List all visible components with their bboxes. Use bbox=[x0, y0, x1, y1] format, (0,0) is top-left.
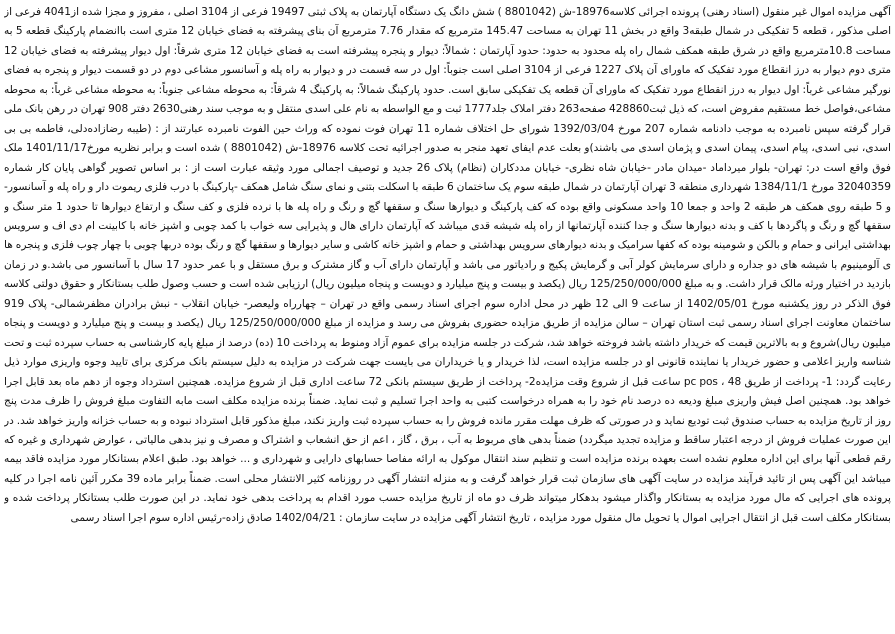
auction-notice-text: آگهی مزایده اموال غیر منقول (اسناد رهنی) پرونده اجرائی کلاسه18976-ش (8801042 ) شش دانگ یک دستگاه آپارتمان به پلاک ثبتی 19497 فرعی از 3104 اصلی ، مفروز و مجزا شده از4041 فرعی از اصلی مذکور ، قطعه 5 تفکیکی در شمال طبقه3 واقع در بخش 11 تهران به مساحت 145.47 مترمربع که مقدار 7.76 مترمربع آن بناى پیشرفته به فضاى خیابان 12 مترى است باانضمام پارکینگ قطعه 5 به مساحت 10.8مترمربع واقع در شرق طبقه همکف شمال راه پله محدود به حدود: حدود آپارتمان : شمالاً: دیوار و پنجره پیشرفته است به فضاى خیابان 12 مترى شرقاً: اول دیوار پیشرفته به فضاى خیابان 12 مترى دوم دیوار به درز انقطاع مورد تفکیک که ماوراى آن پلاک 1227 فرعى از 3104 اصلى است جنوباً: اول در سه قسمت در و دیوار به راه پله و آسانسور مشاعى دوم در دو قسمت دیوار و پنجره به فضاى نورگیر مشاعى غرباً: اول دیوار به درز انقطاع مورد تفکیک که ماوراى آن قطعه یک تفکیکى سابق است. حدود پارکینگ شمالاً: به پارکینگ 4 شرقاً: به محوطه مشاعى جنوباً: به محوطه مشاعى غرباً: به محوطه مشاعى،فواصل خط مستقیم مفروض است، که ذیل ثبت428860 صفحه263 دفتر املاک جلد1777 ثبت و مع الواسطه به نام على اسدى منتقل و به موجب سند رهنى2630 دفتر 908 تهران در رهن بانک ملى قرار گرفته سپس نامبرده به موجب دادنامه شماره 207 مورخ 1392/03/04 شوراى حل اختلاف شماره 11 تهران فوت نموده که وراث حین الفوت نامبرده عبارتند از : (طیبه رضازاده‌دلی، فاطمه بى بى اسدى، نبى اسدى، پیام اسدى، پیمان اسدى و پژمان اسدى مى باشند)و بعلت عدم ایفاى تعهد منجر به صدور اجرائیه تحت کلاسه 18976-ش (8801042 ) شده است و برابر نظریه مورخ1401/11/17 ملک فوق واقع است در: تهران- بلوار میرداماد -میدان مادر -خیابان شاه نظرى- خیابان مددکاران (نظام) پلاک 26 جدید و توصیف اجمالى مورد وثیقه عبارت است از : بر اساس تصویر گواهى پایان کار شماره 32040359 مورخ 1384/11/1 شهردارى منطقه 3 تهران آپارتمان در شمال طبقه سوم یک ساختمان 6 طبقه با اسکلت بتنى و نماى سنگ شامل همکف -پارکینگ با درب فلزى ریموت دار و راه پله و آسانسور- و 5 طبقه روى همکف هر طبقه 2 واحد و جمعا 10 واحد مسکونى واقع بوده که کف پارکینگ و دیوارها سنگ و سقفها گچ و رنگ و راه پله ها با نرده فلزى و کف سنگ و ارتفاع دیوارها تا حدود 1 متر سنگ و سقفها گچ و رنگ و پاگردها با کف و بدنه دیوارها سنگ و جدا کننده آپارتمانها از راه پله شیشه قدى میباشد که آپارتمان داراى هال و پذیرایى سه خواب با کمد چوبى و اشپز خانه با کابینت ام دى اف و سرویس بهداشتى ایرانى و حمام و بالکن و شومینه بوده که کفها سرامیک و بدنه دیوارهاى سرویس بهداشتى و حمام و اشپز خانه کاشى و سایر دیوارها و سقفها گچ و رنگ بوده دربها چوبى با چهار چوب فلزى و پنجره ها ى آلومینیوم با شیشه هاى دو جداره و داراى سرمایش کولر آبى و گرمایش پکیج و رادیاتور مى باشد و آپارتمان داراى آب و گاز مشترک و برق مستقل و با عمر حدود 17 سال با آسانسور مى باشد.و در زمان بازدید در اختیار ورثه مالک قرار داشت. و به مبلغ 125/250/000/000 ریال (یکصد و بیست و پنج میلیارد و دویست و پنجاه میلیون ریال) ارزیابى شده است و حسب وصول طلب بستانکار و حقوق دولتى کلاسه فوق الذکر در روز یکشنبه مورخ 1402/05/01 از ساعت 9 الى 12 ظهر در محل اداره سوم اجراى اسناد رسمى واقع در تهران – چهارراه ولیعصر- خیابان انقلاب - نبش برادران مظفرشمالى- پلاک 919 ساختمان معاونت اجراى اسناد رسمى ثبت استان تهران – سالن مزایده از طریق مزایده حضورى بفروش مى رسد و مزایده از مبلغ 125/250/000/000 ریال (یکصد و بیست و پنج میلیارد و دویست و پنجاه میلیون ریال)شروع و به بالاترین قیمت که خریدار داشته باشد فروخته خواهد شد، شرکت در جلسه مزایده براى عموم آزاد ومنوط به پرداخت 10 (ده) درصد از مبلغ پایه کارشناسى به حساب سپرده ثبت و تحت شناسه واریز اعلامى و حضور خریدار یا نماینده قانونى او در جلسه مزایده است، لذا خریدار و یا خریداران مى بایست جهت شرکت در مزایده به دلیل سیستم بانک مرکزى براى تایید وجوه واریزى موارد ذیل رعایت گردد: 1- پرداخت از طریق pc pos ، 48 ساعت قبل از شروع وقت مزایده2- پرداخت از طریق سیستم بانکى 72 ساعت ادارى قبل از شروع مزایده. همچنین استرداد وجوه از دهم ماه بعد قابل اجرا خواهد بود. همچنین اصل فیش واریزى مبلغ ودیعه ده درصد نام خود را به همراه درخواست کتبى به واحد اجرا تسلیم و ثبت نماید. ضمناً برنده مزایده مکلف است مابه التفاوت مبلغ فروش را ظرف مدت پنج روز از تاریخ مزایده به حساب صندوق ثبت تودیع نماید و در صورتى که ظرف مهلت مقرر مانده فروش را به حساب سپرده ثبت واریز نکند، مبلغ مذکور قابل استرداد نبوده و به حساب خزانه واریز خواهد شد. در این صورت عملیات فروش از درجه اعتبار ساقط و مزایده تجدید میگردد) ضمناً بدهى هاى مربوط به آب ، برق ، گاز ، اعم از حق انشعاب و اشتراک و مصرف و نیز بدهى مالیاتى ، عوارض شهردارى و غیره که رقم قطعى آنها براى این اداره معلوم نشده است بعهده برنده مزایده است و تنظیم سند انتقال موکول به ارائه مفاصا حسابهاى دارایى و شهردارى و ... خواهد بود. طبق اعلام بستانکار مورد مزایده فاقد بیمه میباشد این آگهى پس از تائید فرآیند مزایده در سایت آگهى هاى سازمان ثبت قرار خواهد گرفت و به منزله انتشار آگهى در روزنامه کثیر الانتشار محلى است. ضمناً برابر ماده 39 مکرر آئین نامه اجرا در کلیه پرونده هاى اجرایى که مال مورد مزایده به بستانکار واگذار میشود بدهکار میتواند ظرف دو ماه از تاریخ مزایده حسب مورد اقدام به پرداخت بدهى خود نماید. در این صورت طلب بستانکار پرداخت شده و بستانکار مکلف است قبل از انتقال اجرایى اموال یا تحویل مال منقول مورد مزایده ، تاریخ انتشار آگهى مزایده در سایت سازمان : 1402/04/21 صادق زاده-رئیس اداره سوم اجرا اسناد رسمى bbox=[4, 6, 891, 524]
auction-notice-document bbox=[4, 3, 891, 628]
